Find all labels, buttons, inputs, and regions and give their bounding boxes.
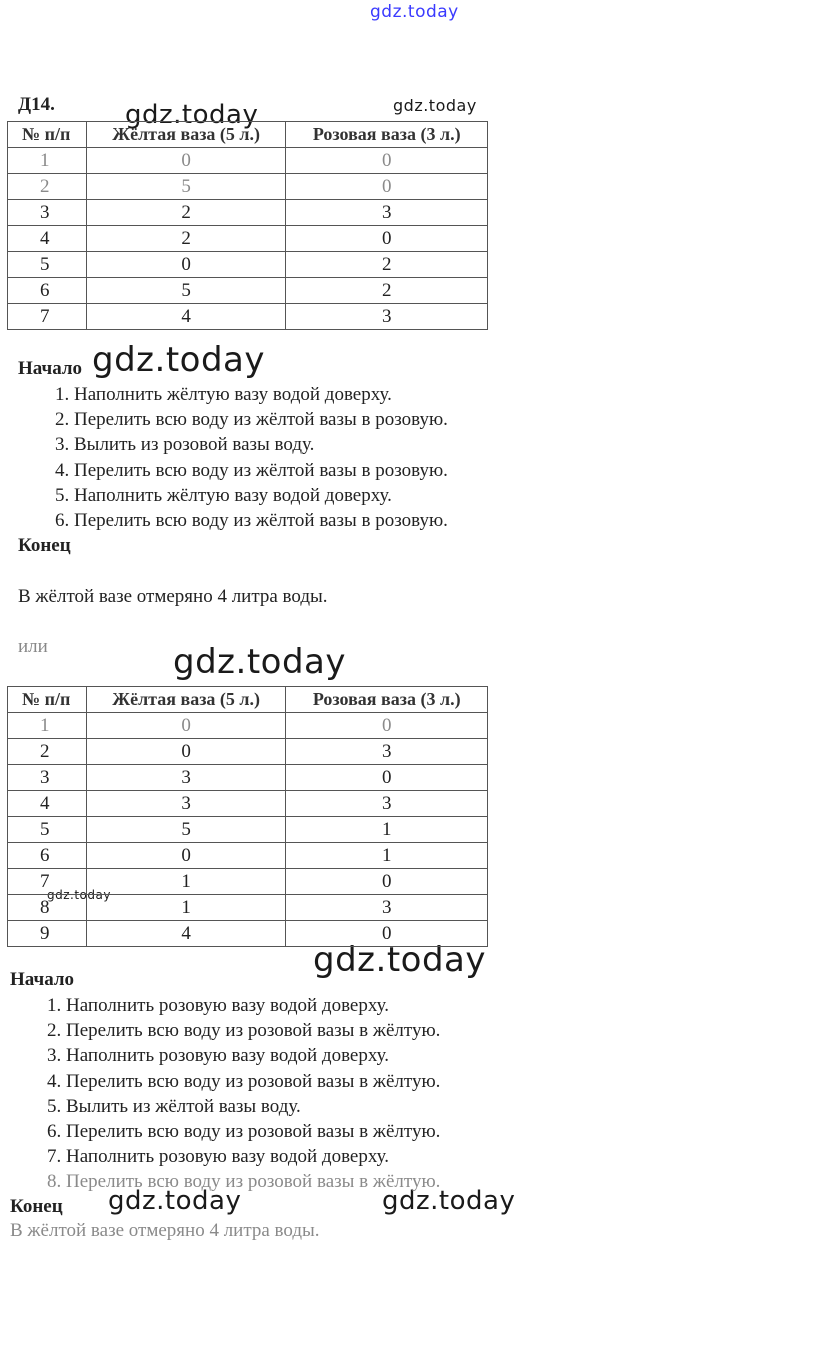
table-cell: 6 <box>8 278 87 304</box>
table-row <box>8 843 488 869</box>
header-cell: Розовая ваза (3 л.) <box>286 687 488 713</box>
watermark: gdz.today <box>382 1186 516 1216</box>
table-cell: 3 <box>8 765 87 791</box>
table-cell: 2 <box>8 739 87 765</box>
table-row <box>8 304 488 330</box>
table-cell: 3 <box>86 765 286 791</box>
list-item: 4. Перелить всю воду из розовой вазы в жёлтую. <box>66 1069 440 1094</box>
table-cell: 1 <box>86 869 286 895</box>
table-cell: 2 <box>286 252 488 278</box>
algorithm-start-label: Начало <box>18 358 83 379</box>
table-cell: 0 <box>286 148 488 174</box>
table-cell: 4 <box>86 921 286 947</box>
list-item: 2. Перелить всю воду из розовой вазы в жёлтую. <box>66 1018 440 1043</box>
algorithm-steps <box>50 382 448 533</box>
list-item: 5. Вылить из жёлтой вазы воду. <box>66 1094 440 1119</box>
table-cell: 5 <box>86 278 286 304</box>
table-cell: 0 <box>286 713 488 739</box>
table-row <box>8 174 488 200</box>
table-header-row <box>8 122 488 148</box>
list-item: 8. Перелить всю воду из розовой вазы в жёлтую. <box>66 1169 440 1194</box>
table-cell: 3 <box>286 739 488 765</box>
table-cell: 4 <box>8 791 87 817</box>
table-cell: 1 <box>286 817 488 843</box>
list-item: 1. Наполнить розовую вазу водой доверху. <box>66 993 440 1018</box>
watermark: gdz.today <box>125 100 259 130</box>
table-cell: 0 <box>286 765 488 791</box>
table-header-row <box>8 687 488 713</box>
list-item: 3. Наполнить розовую вазу водой доверху. <box>66 1043 440 1068</box>
table-2 <box>7 686 488 947</box>
task-title: Д14. <box>18 94 55 115</box>
table-row <box>8 200 488 226</box>
watermark: gdz.today <box>47 888 111 902</box>
watermark-top: gdz.today <box>370 2 459 22</box>
table-cell: 3 <box>86 791 286 817</box>
table-cell: 1 <box>8 713 87 739</box>
algorithm-end-label: Конец <box>18 535 71 556</box>
header-cell: Жёлтая ваза (5 л.) <box>86 122 286 148</box>
table-row <box>8 713 488 739</box>
table-cell: 1 <box>8 148 87 174</box>
table-cell: 0 <box>86 713 286 739</box>
table-cell: 0 <box>286 921 488 947</box>
table-cell: 0 <box>86 252 286 278</box>
table-cell: 0 <box>86 843 286 869</box>
table-cell: 2 <box>8 174 87 200</box>
table-row <box>8 869 488 895</box>
table-cell: 2 <box>86 226 286 252</box>
watermark: gdz.today <box>92 340 265 380</box>
list-item: 7. Наполнить розовую вазу водой доверху. <box>66 1144 440 1169</box>
list-item: 6. Перелить всю воду из жёлтой вазы в розовую. <box>74 508 448 533</box>
list-item: 4. Перелить всю воду из жёлтой вазы в розовую. <box>74 458 448 483</box>
watermark: gdz.today <box>108 1186 242 1216</box>
table-cell: 5 <box>8 252 87 278</box>
header-cell: Розовая ваза (3 л.) <box>286 122 488 148</box>
table-cell: 3 <box>8 200 87 226</box>
table-row <box>8 739 488 765</box>
table-row <box>8 895 488 921</box>
or-label: или <box>18 636 48 657</box>
table-cell: 0 <box>286 226 488 252</box>
table-cell: 7 <box>8 304 87 330</box>
watermark: gdz.today <box>313 940 486 980</box>
table-cell: 2 <box>286 278 488 304</box>
algorithm-steps <box>42 993 440 1195</box>
algorithm-result: В жёлтой вазе отмеряно 4 литра воды. <box>18 586 328 607</box>
list-item: 3. Вылить из розовой вазы воду. <box>74 432 448 457</box>
table-cell: 1 <box>86 895 286 921</box>
table-row <box>8 921 488 947</box>
table-row <box>8 765 488 791</box>
table-row <box>8 148 488 174</box>
table-row <box>8 791 488 817</box>
header-cell: Жёлтая ваза (5 л.) <box>86 687 286 713</box>
list-item: 2. Перелить всю воду из жёлтой вазы в розовую. <box>74 407 448 432</box>
table-cell: 3 <box>286 304 488 330</box>
table-cell: 5 <box>8 817 87 843</box>
table-cell: 8 <box>8 895 87 921</box>
table-cell: 0 <box>286 869 488 895</box>
table-1 <box>7 121 488 330</box>
table-row <box>8 817 488 843</box>
table-cell: 0 <box>86 148 286 174</box>
algorithm-start-label: Начало <box>10 969 75 990</box>
table-row <box>8 226 488 252</box>
header-cell: № п/п <box>8 122 87 148</box>
table-cell: 5 <box>86 817 286 843</box>
algorithm-end-label: Конец <box>10 1196 63 1217</box>
table-cell: 1 <box>286 843 488 869</box>
table-cell: 3 <box>286 791 488 817</box>
table-cell: 7 <box>8 869 87 895</box>
header-cell: № п/п <box>8 687 87 713</box>
list-item: 1. Наполнить жёлтую вазу водой доверху. <box>74 382 448 407</box>
table-cell: 3 <box>286 200 488 226</box>
table-cell: 6 <box>8 843 87 869</box>
list-item: 5. Наполнить жёлтую вазу водой доверху. <box>74 483 448 508</box>
table-cell: 5 <box>86 174 286 200</box>
table-cell: 4 <box>86 304 286 330</box>
table-cell: 0 <box>86 739 286 765</box>
table-cell: 0 <box>286 174 488 200</box>
table-row <box>8 252 488 278</box>
table-cell: 4 <box>8 226 87 252</box>
table-cell: 9 <box>8 921 87 947</box>
list-item: 6. Перелить всю воду из розовой вазы в жёлтую. <box>66 1119 440 1144</box>
watermark: gdz.today <box>393 96 477 115</box>
table-cell: 2 <box>86 200 286 226</box>
algorithm-result: В жёлтой вазе отмеряно 4 литра воды. <box>10 1220 320 1241</box>
table-cell: 3 <box>286 895 488 921</box>
table-row <box>8 278 488 304</box>
watermark: gdz.today <box>173 642 346 682</box>
